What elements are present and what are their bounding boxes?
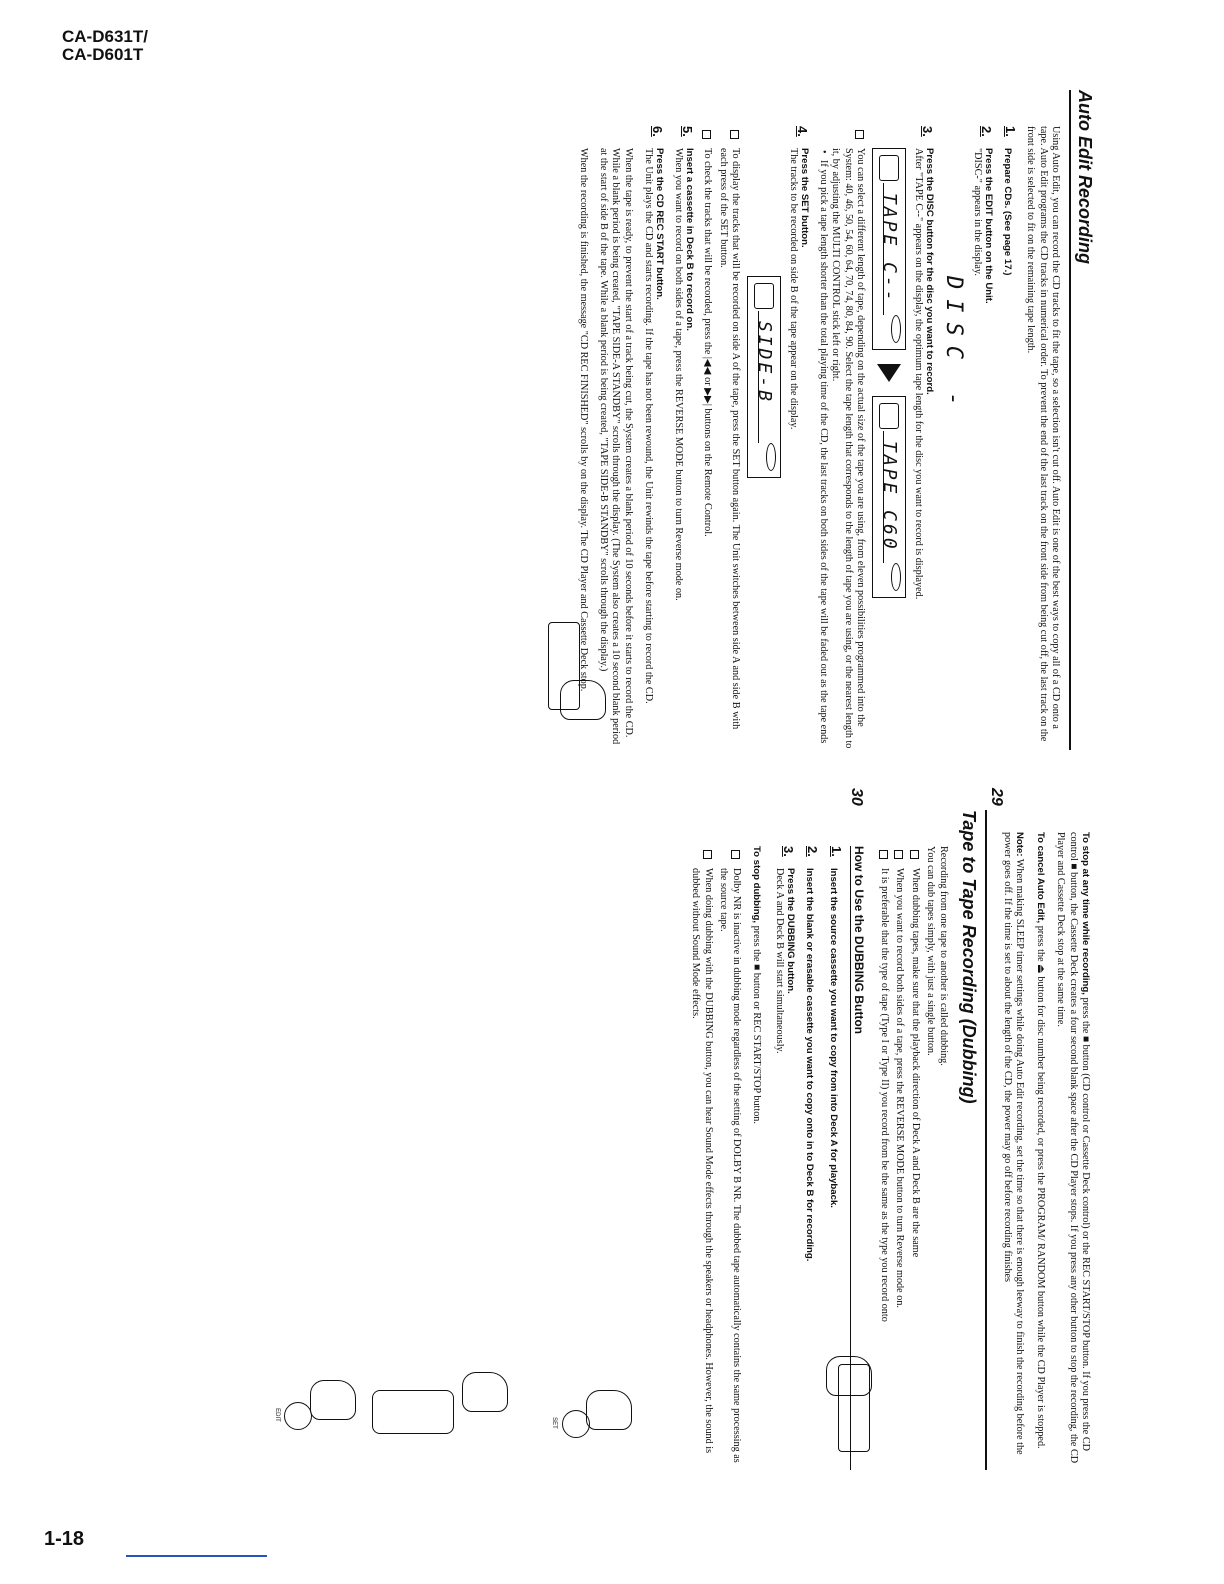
stop-recording-paragraph — [1054, 832, 1091, 1470]
cancel-paragraph — [1033, 832, 1045, 1470]
dub-step-2 — [802, 846, 820, 1470]
lcd-text: TAPE C60 — [878, 441, 900, 552]
page-number-29: 29 — [988, 788, 1005, 806]
step-text: Deck A and Deck B will start simultaneously. — [773, 868, 785, 1054]
sleep-note-paragraph — [1001, 832, 1026, 1470]
checkbox-bullet-icon — [855, 130, 864, 139]
edit-button-icon — [284, 1402, 312, 1430]
disc-display-readout: DISC - — [941, 276, 967, 416]
model-line-2: CA-D601T — [62, 45, 144, 64]
checkbox-bullet-icon — [879, 850, 888, 859]
step-heading: Insert a cassette in Deck B to record on. — [683, 148, 695, 331]
note-text: It is preferable that the type of tape (Type I or Type II) you record from be the same as the type you record onto — [878, 868, 890, 1322]
step-heading: Insert the source cassette you want to copy from into Deck A for playback. — [827, 868, 839, 1208]
note-playback-direction — [908, 846, 920, 1470]
step-text: The Unit plays the CD and starts recording. If the tape has not been rewound, the Unit rewinds the tape before starting to record the CD. — [643, 148, 655, 704]
checkbox-bullet-icon — [910, 850, 919, 859]
lcd-display-side-b — [747, 276, 781, 478]
step-2 — [970, 126, 993, 750]
step-number: 1. — [828, 846, 844, 857]
arrow-right-icon — [877, 364, 901, 382]
level-bar — [752, 311, 759, 443]
set-button-icon — [562, 1410, 590, 1438]
model-line-1: CA-D631T/ — [62, 27, 148, 46]
hand-pressing-cd-rec-illustration — [826, 1356, 872, 1396]
note-sound-mode — [689, 846, 714, 1470]
lcd-text: TAPE C-- — [878, 193, 900, 304]
note-side-a — [716, 126, 741, 750]
note-check-tracks — [701, 126, 713, 750]
note-reverse-mode — [893, 846, 905, 1470]
note-text: When doing dubbing with the DUBBING button, you can hear Sound Mode effects through the speakers or headphones. However, the sound is dubbed without Sound Mode effects. — [690, 868, 714, 1454]
stop-text: press the ■ button (CD control or Cassette Deck control) or the REC START/STOP button. If you press the CD control ■ button, the Cassette Deck creates a four second blank space after the CD Player stops. If you press any other button to stop the recording, the CD Player and Cassette Deck stop at the same time. — [1055, 832, 1091, 1464]
level-bar — [877, 183, 884, 315]
page-30-column — [689, 810, 1095, 1470]
step-number: 6. — [650, 126, 666, 137]
finished-paragraph: When the recording is finished, the message "CD REC FINISHED" scrolls by on the display. The CD Player and Cassette Deck stop. — [577, 148, 589, 692]
note-text: Dolby NR is inactive in dubbing mode regardless of the setting of DOLBY B NR. The dubbed tape automatically contains the same processing as the source tape. — [718, 868, 742, 1463]
dubbing-intro-1: Recording from one tape to another is called dubbing. — [937, 846, 949, 1066]
set-label: SET — [550, 1417, 557, 1429]
step-heading: Press the DISC button for the disc you want to record. — [924, 148, 936, 395]
checkbox-bullet-icon — [702, 130, 711, 139]
page-number-30: 30 — [848, 788, 865, 806]
step-number: 2. — [978, 126, 994, 137]
step-5 — [671, 126, 694, 750]
note-text: To check the tracks that will be recorded, press the |◀◀ or ▶▶| buttons on the Remote Control. — [702, 148, 714, 537]
bullet-fade-out: • If you pick a tape length shorter than the total playing time of the CD, the last tracks on both sides of the tape will be faded out as the tape ends — [816, 126, 828, 750]
lcd-text: SIDE-B — [753, 321, 775, 405]
step-number: 3. — [920, 126, 936, 137]
disc-buttons-illustration — [372, 1390, 454, 1434]
note-text: To display the tracks that will be recorded on side A of the tape, press the SET button again. The Unit switches between side A and side B with each press of the SET button. — [717, 148, 741, 730]
footer-page-number: 1-18 — [44, 1528, 85, 1550]
lcd-display-tape-c — [872, 148, 906, 350]
step-heading: Insert the blank or erasable cassette you want to copy onto in to Deck B for recording. — [803, 868, 815, 1262]
note-text: When you want to record both sides of a tape, press the REVERSE MODE button to turn Reverse mode on. — [894, 868, 906, 1308]
level-bar — [877, 431, 884, 563]
note-tape-length — [829, 126, 866, 750]
side-b-display — [747, 276, 781, 750]
checkbox-bullet-icon — [703, 850, 712, 859]
step-3 — [912, 126, 935, 750]
step-heading: Press the CD REC START button. — [654, 148, 666, 300]
step-heading: Prepare CDs. (See page 17.) — [1001, 148, 1013, 276]
stop-lead: To stop at any time while recording, — [1080, 832, 1091, 995]
note-tape-type — [878, 846, 890, 1470]
cassette-icon — [766, 443, 776, 471]
step-1 — [1000, 126, 1018, 750]
page-29-column — [576, 90, 1095, 750]
checkbox-bullet-icon — [894, 850, 903, 859]
dub-step-3 — [772, 846, 795, 1470]
stop-dubbing-paragraph — [750, 846, 762, 1470]
step-4 — [787, 126, 810, 750]
step-heading: Press the DUBBING button. — [784, 868, 796, 994]
edit-label: EDIT — [273, 1408, 280, 1422]
disc-icon — [879, 403, 899, 429]
checkbox-bullet-icon — [730, 130, 739, 139]
step-text: The tracks to be recorded on side B of the tape appear on the display. — [788, 148, 800, 430]
step-heading: Press the SET button. — [799, 148, 811, 248]
note-text: When making SLEEP timer settings while doing Auto Edit recording, set the time so that there is enough leeway to finish the recording before the power goes off. If the time is set to about the length of the CD, the power may go off before recording finishes — [1001, 832, 1026, 1455]
lcd-display-tape-c60 — [872, 396, 906, 598]
step-number: 4. — [795, 126, 811, 137]
step-number: 2. — [804, 846, 820, 857]
step-text: "DISC-" appears in the display. — [971, 148, 983, 276]
left-illustrations — [1094, 80, 1095, 81]
note-lead: Note: — [1014, 832, 1026, 857]
dubbing-howto-heading: How to Use the DUBBING Button — [850, 846, 866, 1470]
stop-dub-text: press the ■ button or REC START/STOP button. — [751, 923, 763, 1124]
auto-edit-title: Auto Edit Recording — [1069, 90, 1095, 750]
step-6 — [642, 126, 665, 750]
footer-divider — [126, 1555, 267, 1557]
cassette-icon — [891, 563, 901, 591]
hand-pressing-edit-illustration — [310, 1380, 356, 1420]
disc-icon — [754, 283, 774, 309]
dubbing-title: Tape to Tape Recording (Dubbing) — [955, 810, 987, 1470]
step-text: When you want to record on both sides of a tape, press the REVERSE MODE button to turn Reverse mode on. — [672, 148, 684, 601]
hand-pressing-set-illustration — [586, 1390, 632, 1430]
dubbing-intro-2: You can dub tapes simply, with just a single button. — [925, 846, 937, 1056]
step-heading: Press the EDIT button on the Unit. — [982, 148, 994, 304]
standby-paragraph: When the tape is ready, to prevent the start of a track being cut, the System creates a blank period of 10 seconds before it starts to record the CD. While a blank period is being created, "TAPE SIDE-A STANDBY" scrolls through the display. (The System also creates a 10 second blank period at the start of side B of the tape. While a blank period is being created, "TAPE SIDE-B STANDBY" scrolls through the display.) — [598, 148, 634, 745]
hand-pressing-disc-illustration — [462, 1372, 508, 1412]
rotated-manual-spread — [125, 90, 1095, 1470]
note-text: You can select a different length of tape, depending on the actual size of the tape you are using, from eleven possibilities programmed into the System: 40, 46, 50, 54, 60, 64, 70, 74, 80, 84, 90. Select the tape length that corresponds to the length of tape you are using, or the nearest length to it, by adjusting the MULTI CONTROL stick left or right. — [830, 148, 866, 749]
step-number: 1. — [1002, 126, 1018, 137]
model-number — [62, 28, 148, 64]
note-text: When dubbing tapes, make sure that the playback direction of Deck A and Deck B are the same — [909, 868, 921, 1258]
disc-icon — [879, 155, 899, 181]
stop-dub-lead: To stop dubbing, — [751, 846, 763, 924]
cancel-lead: To cancel Auto Edit, — [1034, 832, 1046, 924]
step-text: After "TAPE C--" appears on the display, the optimum tape length for the disc you want to record is displayed. — [913, 148, 925, 600]
checkbox-bullet-icon — [731, 850, 740, 859]
cancel-text: press the ⏏ button for disc number being recorded, or press the PROGRAM/ RANDOM button while the CD Player is stopped. — [1034, 923, 1046, 1449]
note-dolby — [717, 846, 742, 1470]
tape-length-displays — [872, 148, 906, 750]
auto-edit-intro: Using Auto Edit, you can record the CD tracks to fit the tape, so a selection isn't cut off. Auto Edit is one of the best ways to copy all of a CD onto a tape. Auto Edit programs the CD tracks in numerical order. To prevent the end of the last track on the front side from being cut off, the last track on the front side is selected to fit on the remaining tape length. — [1025, 126, 1061, 742]
hand-pressing-dubbing-illustration — [560, 680, 606, 720]
cassette-icon — [891, 315, 901, 343]
step-number: 3. — [780, 846, 796, 857]
step-number: 5. — [679, 126, 695, 137]
